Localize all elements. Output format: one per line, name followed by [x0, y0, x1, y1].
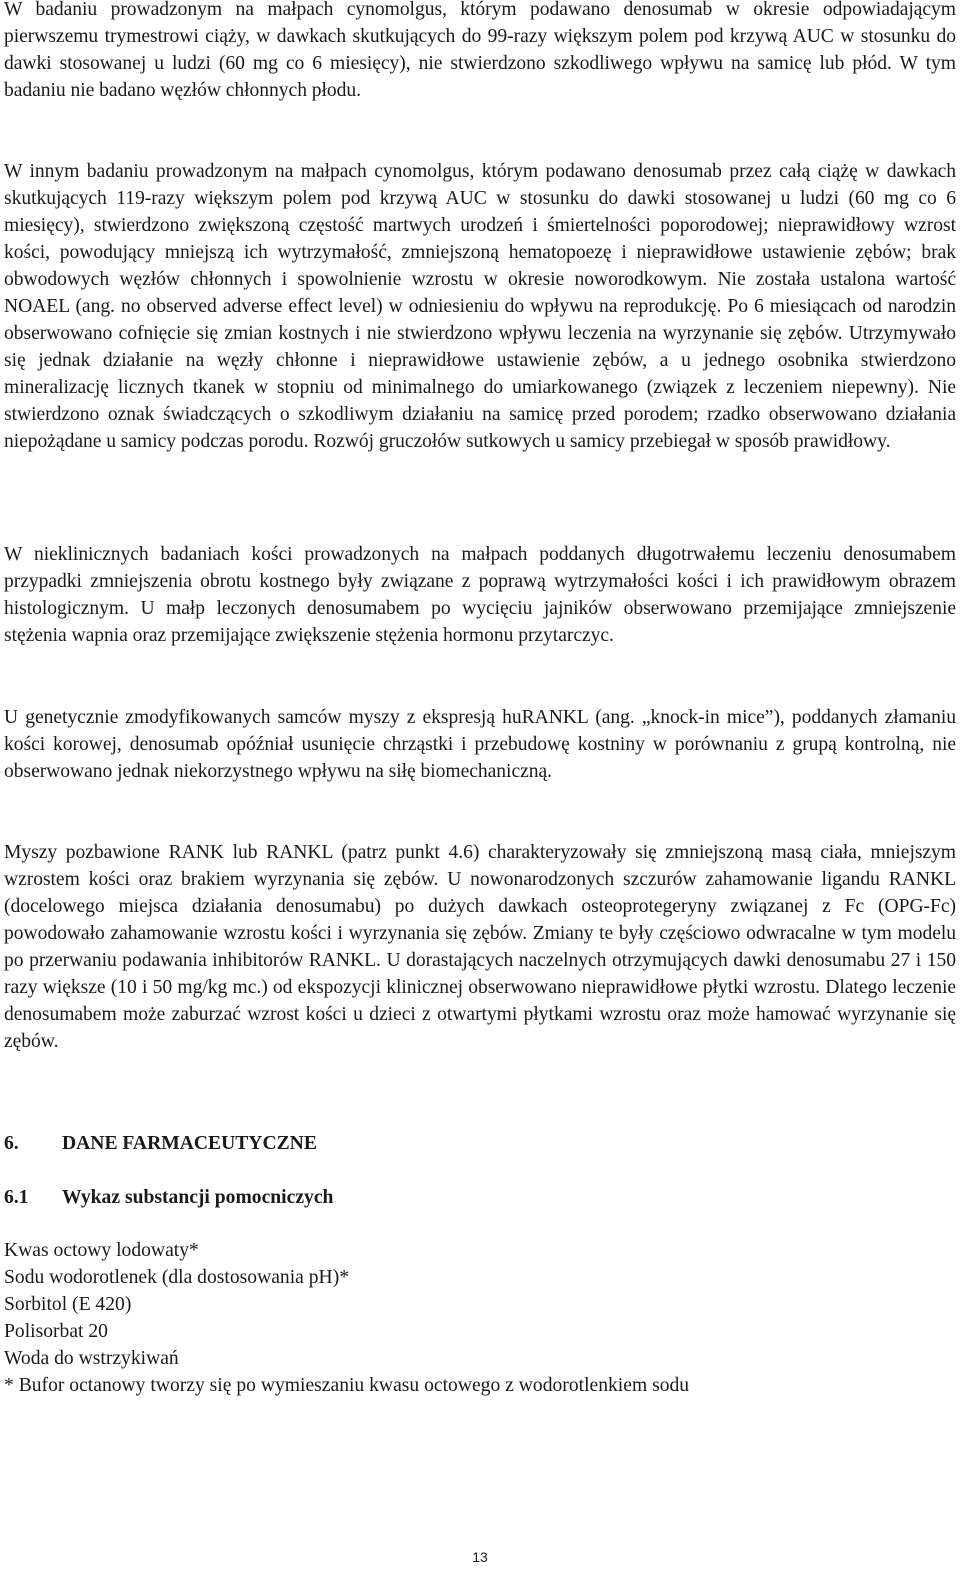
- list-item: Sorbitol (E 420): [4, 1294, 132, 1315]
- paragraph-bone-studies: W nieklinicznych badaniach kości prowadzonych na małpach poddanych długotrwałemu leczeniu denosumabem przypadki zmniejszenia obrotu kostnego były związane z poprawą wytrzymałości kości i ich prawidłowym obrazem histologicznym. U małp leczonych denosumabem po wycięciu jajników obserwowano przemijające zmniejszenie stężenia wapnia oraz przemijające zwiększenie stężenia hormonu przytarczyc.: [4, 544, 956, 646]
- excipients-list: [4, 1237, 956, 1372]
- list-item: Woda do wstrzykiwań: [4, 1348, 179, 1369]
- section-number: 6.: [4, 1133, 19, 1154]
- section-heading-6-1: [4, 1184, 333, 1211]
- section-number: 6.1: [4, 1187, 29, 1208]
- list-item: Sodu wodorotlenek (dla dostosowania pH)*: [4, 1267, 350, 1288]
- section-title: DANE FARMACEUTYCZNE: [62, 1133, 317, 1154]
- list-item: Polisorbat 20: [4, 1321, 108, 1342]
- buffer-footnote: * Bufor octanowy tworzy się po wymieszaniu kwasu octowego z wodorotlenkiem sodu: [4, 1375, 690, 1396]
- section-title: Wykaz substancji pomocniczych: [62, 1187, 334, 1208]
- paragraph-first-trimester-study: W badaniu prowadzonym na małpach cynomolgus, którym podawano denosumab w okresie odpowiadającym pierwszemu trymestrowi ciąży, w dawkach skutkujących do 99-razy większym polem pod krzywą AUC w stosunku do dawki stosowanej u ludzi (60 mg co 6 miesięcy), nie stwierdzono szkodliwego wpływu na samicę lub płód. W tym badaniu nie badano węzłów chłonnych płodu.: [4, 0, 956, 101]
- paragraph-knock-in-mice: U genetycznie zmodyfikowanych samców myszy z ekspresją huRANKL (ang. „knock-in mice”), poddanych złamaniu kości korowej, denosumab opóźniał usunięcie chrząstki i przebudowę kostniny w porównaniu z grupą kontrolną, nie obserwowano jednak niekorzystnego wpływu na siłę biomechaniczną.: [4, 707, 956, 782]
- paragraph-rank-rankl-mice: Myszy pozbawione RANK lub RANKL (patrz punkt 4.6) charakteryzowały się zmniejszoną masą ciała, mniejszym wzrostem kości oraz brakiem wyrzynania się zębów. U nowonarodzonych szczurów zahamowanie ligandu RANKL (docelowego miejsca działania denosumabu) po dużych dawkach osteoprotegeryny związanej z Fc (OPG-Fc) powodowało zahamowanie wzrostu kości i wyrzynania się zębów. Zmiany te były częściowo odwracalne w tym modelu po przerwaniu podawania inhibitorów RANKL. U dorastających naczelnych otrzymujących dawki denosumabu 27 i 150 razy większe (10 i 50 mg/kg mc.) od ekspozycji klinicznej obserwowano nieprawidłowe płytki wzrostu. Dlatego leczenie denosumabem może zaburzać wzrost kości u dzieci z otwartymi płytkami wzrostu oraz może hamować wyrzynanie się zębów.: [4, 842, 956, 1052]
- page-number: 13: [472, 1549, 488, 1565]
- paragraph-full-pregnancy-study: W innym badaniu prowadzonym na małpach cynomolgus, którym podawano denosumab przez całą ciążę w dawkach skutkujących 119-razy większym polem pod krzywą AUC w stosunku do dawki stosowanej u ludzi (60 mg co 6 miesięcy), stwierdzono zwiększoną częstość martwych urodzeń i śmiertelności poporodowej; nieprawidłowy wzrost kości, powodujący mniejszą ich wytrzymałość, zmniejszoną hematopoezę i nieprawidłowe ustawienie zębów; brak obwodowych węzłów chłonnych i spowolnienie wzrostu w okresie noworodkowym. Nie została ustalona wartość NOAEL (ang. no observed adverse effect level) w odniesieniu do wpływu na reprodukcję. Po 6 miesiącach od narodzin obserwowano cofnięcie się zmian kostnych i nie stwierdzono wpływu leczenia na wyrzynanie się zębów. Utrzymywało się jednak działanie na węzły chłonne i nieprawidłowe ustawienie zębów, a u jednego osobnika stwierdzono mineralizację licznych tkanek w stopniu od minimalnego do umiarkowanego (związek z leczeniem niepewny). Nie stwierdzono oznak świadczących o szkodliwym działaniu na samicę przed porodem; rzadko obserwowano działania niepożądane u samicy podczas porodu. Rozwój gruczołów sutkowych u samicy przebiegał w sposób prawidłowy.: [4, 161, 956, 452]
- section-heading-6: [4, 1130, 317, 1157]
- list-item: Kwas octowy lodowaty*: [4, 1240, 199, 1261]
